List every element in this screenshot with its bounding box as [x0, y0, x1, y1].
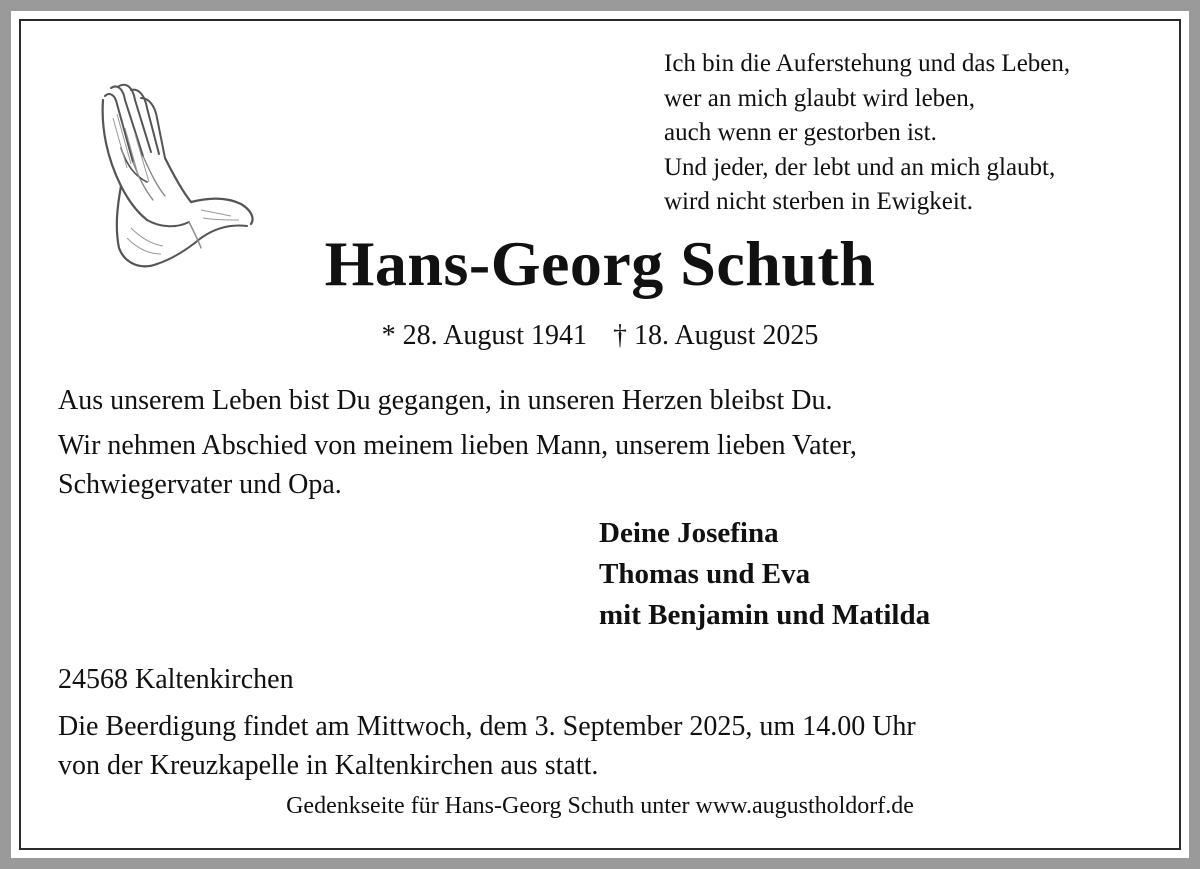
- signers-block: [599, 513, 930, 636]
- signer: Deine Josefina: [599, 517, 779, 549]
- signer: mit Benjamin und Matilda: [599, 599, 931, 631]
- message-line: Wir nehmen Abschied von meinem lieben Mann, unserem lieben Vater,: [58, 430, 857, 461]
- deceased-name: Hans-Georg Schuth: [324, 228, 876, 299]
- message-line: Aus unserem Leben bist Du gegangen, in unseren Herzen bleibst Du.: [58, 385, 833, 416]
- memorial-page-note: Gedenkseite für Hans-Georg Schuth unter www.augustholdorf.de: [286, 793, 914, 819]
- death-date: † 18. August 2025: [613, 320, 819, 351]
- funeral-line: Die Beerdigung findet am Mittwoch, dem 3. September 2025, um 14.00 Uhr: [58, 711, 916, 742]
- verse-line: Und jeder, der lebt und an mich glaubt,: [664, 153, 1056, 181]
- funeral-line: von der Kreuzkapelle in Kaltenkirchen aus statt.: [58, 750, 599, 781]
- message-line: Schwiegervater und Opa.: [58, 469, 342, 500]
- verse-line: wird nicht sterben in Ewigkeit.: [664, 188, 973, 215]
- funeral-notice: [58, 707, 916, 785]
- address: 24568 Kaltenkirchen: [58, 664, 294, 695]
- bible-verse: [664, 47, 1070, 220]
- farewell-paragraph: [58, 426, 857, 504]
- signer: Thomas und Eva: [599, 558, 811, 590]
- verse-line: wer an mich glaubt wird leben,: [664, 84, 976, 112]
- verse-line: auch wenn er gestorben ist.: [664, 119, 937, 146]
- verse-line: Ich bin die Auferstehung und das Leben,: [664, 50, 1071, 77]
- life-dates: [0, 320, 1200, 352]
- birth-date: * 28. August 1941: [381, 320, 587, 351]
